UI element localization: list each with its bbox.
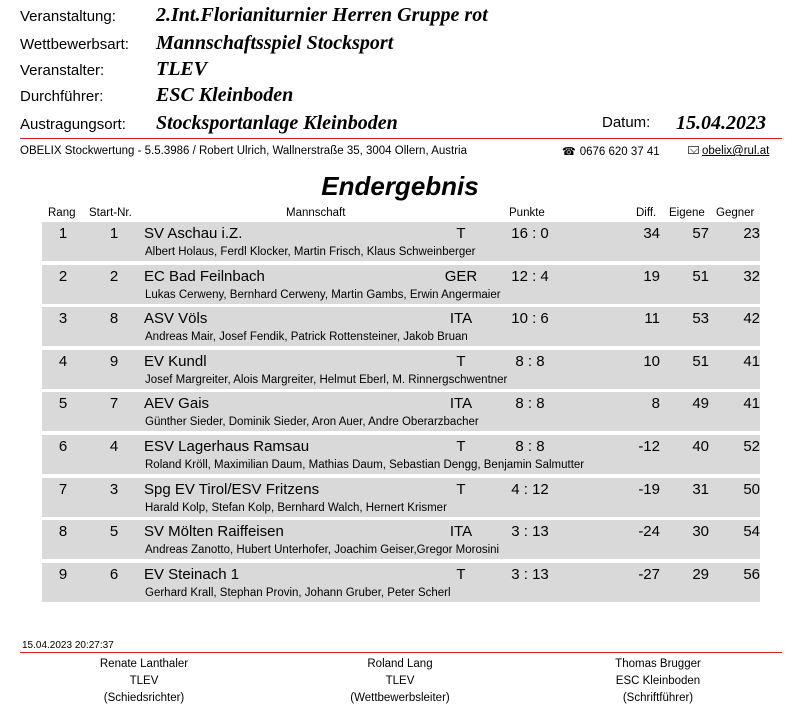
signature-wettbewerbsleiter — [300, 656, 500, 707]
col-header-start: Start-Nr. — [89, 207, 132, 219]
cell-start: 3 — [109, 480, 119, 498]
cell-rang: 1 — [58, 225, 68, 242]
signature-name: Thomas Brugger — [615, 658, 701, 670]
cell-rang: 7 — [58, 480, 68, 498]
signature-schriftfuehrer — [558, 656, 758, 707]
email-link[interactable]: obelix@rul.at — [702, 145, 770, 157]
cell-players: Albert Holaus, Ferdl Klocker, Martin Frisch, Klaus Schweinberger — [145, 246, 476, 258]
info-row-wettbewerbsart — [20, 32, 780, 58]
cell-players: Lukas Cerweny, Bernhard Cerweny, Martin Gambs, Erwin Angermaier — [145, 288, 501, 301]
cell-nation: ITA — [449, 523, 473, 541]
cell-diff: -12 — [638, 437, 660, 455]
cell-rang: 9 — [58, 565, 68, 583]
cell-start: 5 — [109, 523, 119, 541]
cell-nation: T — [456, 225, 466, 242]
cell-nation: T — [456, 437, 466, 455]
cell-start: 6 — [109, 565, 119, 583]
table-row — [42, 520, 760, 559]
cell-punkte: 12 : 4 — [511, 267, 549, 285]
signature-org: TLEV — [129, 675, 159, 687]
info-row-durchfuehrer — [20, 84, 780, 110]
table-row — [42, 435, 760, 474]
cell-start: 9 — [109, 352, 119, 370]
cell-start: 4 — [109, 437, 119, 455]
results-table — [42, 222, 760, 605]
info-value: Stocksportanlage Kleinboden — [156, 112, 398, 134]
cell-eigene: 30 — [692, 523, 709, 541]
cell-nation: GER — [444, 267, 478, 285]
cell-players: Roland Kröll, Maximilian Daum, Mathias Daum, Sebastian Dengg, Benjamin Salmutter — [145, 458, 585, 471]
cell-eigene: 40 — [692, 437, 709, 455]
cell-players: Josef Margreiter, Alois Margreiter, Helmut Eberl, M. Rinnergschwentner — [145, 373, 508, 386]
cell-diff: -27 — [638, 565, 660, 583]
cell-gegner: 32 — [743, 267, 760, 285]
col-header-diff: Diff. — [636, 207, 657, 219]
cell-diff: 34 — [643, 225, 660, 242]
page-title: Endergebnis — [321, 171, 479, 201]
cell-eigene: 49 — [692, 395, 709, 413]
cell-rang: 8 — [58, 523, 68, 541]
signature-schiedsrichter — [44, 656, 244, 707]
info-value: ESC Kleinboden — [156, 84, 294, 106]
cell-gegner: 23 — [743, 225, 760, 242]
cell-punkte: 8 : 8 — [515, 437, 545, 455]
footer-divider — [20, 652, 782, 653]
cell-gegner: 54 — [743, 523, 760, 541]
table-row — [42, 478, 760, 517]
col-header-team: Mannschaft — [286, 207, 346, 219]
cell-team: SV Aschau i.Z. — [144, 225, 243, 242]
signature-role: (Schiedsrichter) — [103, 692, 185, 704]
cell-team: SV Mölten Raiffeisen — [144, 523, 284, 541]
cell-team: AEV Gais — [144, 395, 210, 413]
cell-nation: T — [456, 480, 466, 498]
cell-team: Spg EV Tirol/ESV Fritzens — [144, 480, 320, 498]
cell-team: ASV Völs — [144, 310, 208, 328]
cell-punkte: 8 : 8 — [515, 395, 545, 413]
info-label: Veranstalter: — [20, 62, 105, 79]
cell-eigene: 31 — [692, 480, 709, 498]
print-timestamp: 15.04.2023 20:27:37 — [22, 640, 114, 651]
cell-nation: ITA — [449, 395, 473, 413]
info-value: Mannschaftsspiel Stocksport — [156, 32, 394, 54]
cell-punkte: 16 : 0 — [511, 225, 549, 242]
cell-nation: ITA — [449, 310, 473, 328]
col-header-eigene: Eigene — [669, 207, 705, 219]
cell-eigene: 51 — [692, 352, 709, 370]
phone-icon: ☎ — [562, 146, 576, 158]
table-row — [42, 392, 760, 431]
cell-punkte: 3 : 13 — [511, 565, 549, 583]
cell-diff: 11 — [644, 310, 660, 328]
cell-gegner: 42 — [743, 310, 760, 328]
phone-number: 0676 620 37 41 — [579, 146, 660, 158]
cell-gegner: 56 — [743, 565, 760, 583]
cell-start: 7 — [109, 395, 119, 413]
cell-players: Andreas Zanotto, Hubert Unterhofer, Joachim Geiser,Gregor Morosini — [145, 544, 500, 557]
cell-start: 2 — [109, 267, 119, 285]
cell-diff: -19 — [638, 480, 660, 498]
cell-eigene: 53 — [692, 310, 709, 328]
cell-team: EV Steinach 1 — [144, 565, 240, 583]
info-row-austragungsort — [20, 112, 780, 138]
cell-rang: 6 — [58, 437, 68, 455]
info-label: Veranstaltung: — [20, 8, 116, 25]
table-row — [42, 563, 760, 602]
cell-diff: -24 — [638, 523, 660, 541]
col-header-gegner: Gegner — [716, 207, 755, 219]
info-label: Durchführer: — [20, 88, 104, 105]
cell-gegner: 41 — [743, 395, 760, 413]
signature-name: Renate Lanthaler — [99, 658, 189, 670]
header-divider — [20, 138, 782, 139]
cell-team: EC Bad Feilnbach — [144, 267, 265, 285]
mail-icon — [688, 146, 699, 154]
cell-punkte: 3 : 13 — [511, 523, 549, 541]
cell-nation: T — [456, 565, 466, 583]
table-row — [42, 307, 760, 346]
cell-rang: 2 — [58, 267, 68, 285]
cell-players: Gerhard Krall, Stephan Provin, Johann Gruber, Peter Scherl — [145, 586, 451, 599]
cell-gegner: 52 — [743, 437, 760, 455]
cell-eigene: 57 — [692, 225, 709, 242]
signature-role: (Schriftführer) — [622, 692, 694, 704]
cell-gegner: 50 — [743, 480, 760, 498]
cell-diff: 8 — [651, 395, 660, 413]
cell-start: 8 — [109, 310, 119, 328]
cell-nation: T — [456, 352, 466, 370]
signature-org: TLEV — [385, 675, 415, 687]
software-info: OBELIX Stockwertung - 5.5.3986 / Robert Ulrich, Wallnerstraße 35, 3004 Ollern, Austria — [20, 145, 468, 157]
col-header-punkte: Punkte — [509, 207, 545, 219]
info-value: 2.Int.Florianiturnier Herren Gruppe rot — [156, 4, 488, 26]
cell-punkte: 8 : 8 — [515, 352, 545, 370]
cell-eigene: 29 — [692, 565, 709, 583]
cell-diff: 19 — [643, 267, 660, 285]
signature-role: (Wettbewerbsleiter) — [350, 692, 450, 704]
signature-org: ESC Kleinboden — [615, 675, 701, 687]
cell-eigene: 51 — [692, 267, 709, 285]
table-row — [42, 222, 760, 261]
cell-punkte: 10 : 6 — [511, 310, 549, 328]
info-row-veranstaltung — [20, 4, 780, 30]
phone-contact — [562, 145, 660, 158]
info-label: Wettbewerbsart: — [20, 36, 129, 53]
cell-rang: 3 — [58, 310, 68, 328]
info-row-veranstalter — [20, 58, 780, 84]
datum-value: 15.04.2023 — [676, 112, 766, 134]
cell-rang: 4 — [58, 352, 68, 370]
cell-start: 1 — [109, 225, 119, 242]
cell-punkte: 4 : 12 — [511, 480, 549, 498]
cell-players: Günther Sieder, Dominik Sieder, Aron Auer, Andre Oberarzbacher — [145, 416, 479, 429]
cell-players: Harald Kolp, Stefan Kolp, Bernhard Walch, Hernert Krismer — [145, 501, 447, 514]
cell-rang: 5 — [58, 395, 68, 413]
cell-players: Andreas Mair, Josef Fendik, Patrick Rottensteiner, Jakob Bruan — [145, 331, 468, 344]
info-label: Austragungsort: — [20, 116, 126, 133]
email-contact[interactable] — [688, 145, 769, 157]
table-row — [42, 350, 760, 389]
info-value: TLEV — [156, 58, 208, 80]
table-row — [42, 265, 760, 304]
signature-name: Roland Lang — [367, 658, 433, 670]
cell-team: EV Kundl — [144, 352, 207, 370]
cell-gegner: 41 — [743, 352, 760, 370]
cell-team: ESV Lagerhaus Ramsau — [144, 437, 310, 455]
datum-label: Datum: — [602, 114, 651, 131]
cell-diff: 10 — [643, 352, 660, 370]
col-header-rang: Rang — [48, 207, 76, 219]
